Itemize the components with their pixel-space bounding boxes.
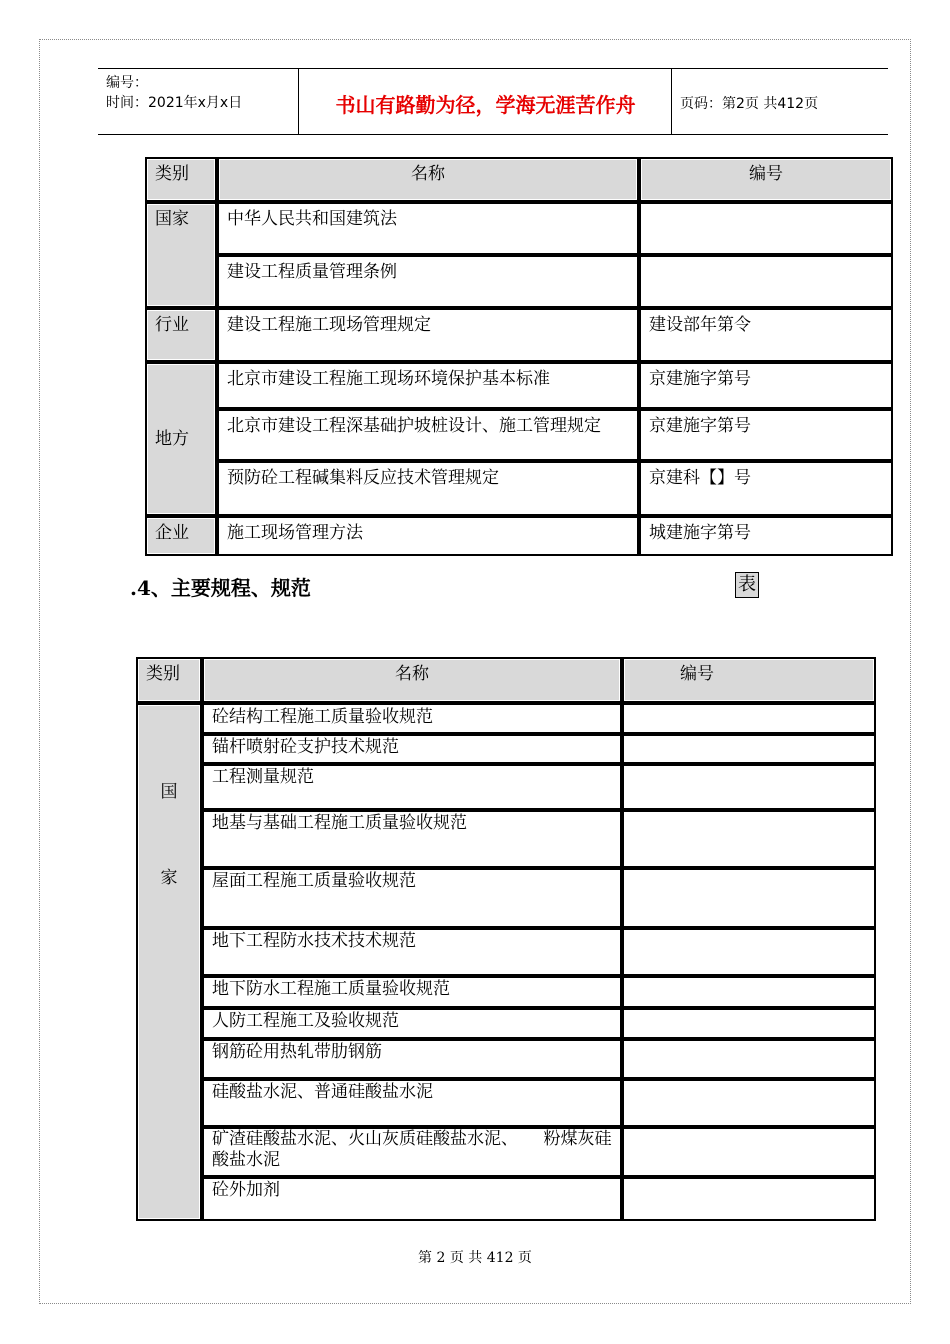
page-footer: 第 2 页 共 412 页 — [418, 1250, 532, 1266]
header-page-info: 页码：第2页 共412页 — [680, 96, 819, 112]
header-name: 名称 — [202, 657, 622, 703]
name-cell: 硅酸盐水泥、普通硅酸盐水泥 — [202, 1079, 622, 1127]
code-label: 编号： — [106, 75, 148, 91]
code-cell: 京建科【】号 — [639, 461, 893, 516]
category-cell: 国家 — [145, 202, 217, 308]
name-cell: 预防砼工程碱集料反应技术管理规定 — [217, 461, 639, 516]
header-category: 类别 — [136, 657, 202, 703]
name-cell: 锚杆喷射砼支护技术规范 — [202, 734, 622, 764]
standards-table — [136, 657, 876, 1221]
name-cell: 矿渣硅酸盐水泥、火山灰质硅酸盐水泥、 粉煤灰硅酸盐水泥 — [202, 1127, 622, 1177]
code-cell — [622, 1177, 876, 1221]
code-cell — [622, 1079, 876, 1127]
name-cell: 工程测量规范 — [202, 764, 622, 810]
name-cell: 中华人民共和国建筑法 — [217, 202, 639, 255]
name-cell: 建设工程质量管理条例 — [217, 255, 639, 308]
code-cell — [622, 868, 876, 928]
code-cell — [622, 1008, 876, 1039]
time-label: 时间：2021年x月x日 — [106, 95, 243, 111]
page-header — [98, 68, 888, 135]
header-meta — [106, 73, 242, 113]
code-cell: 京建施字第号 — [639, 362, 893, 409]
code-cell — [622, 734, 876, 764]
header-motto: 书山有路勤为径，学海无涯苦作舟 — [335, 93, 636, 117]
header-name: 名称 — [217, 157, 639, 202]
code-cell: 京建施字第号 — [639, 409, 893, 461]
header-code: 编号 — [622, 657, 876, 703]
regulations-table — [145, 157, 893, 556]
code-cell — [622, 703, 876, 734]
name-cell: 建设工程施工现场管理规定 — [217, 308, 639, 362]
name-cell: 地下防水工程施工质量验收规范 — [202, 976, 622, 1008]
code-cell — [622, 1039, 876, 1079]
category-cell: 企业 — [145, 516, 217, 556]
name-cell: 砼结构工程施工质量验收规范 — [202, 703, 622, 734]
code-cell — [622, 1127, 876, 1177]
category-char: 家 — [160, 868, 178, 888]
table-tag: 表 — [735, 572, 759, 598]
name-cell: 北京市建设工程深基础护坡桩设计、施工管理规定 — [217, 409, 639, 461]
code-cell — [639, 202, 893, 255]
code-cell — [622, 810, 876, 868]
name-cell: 砼外加剂 — [202, 1177, 622, 1221]
name-cell: 钢筋砼用热轧带肋钢筋 — [202, 1039, 622, 1079]
header-code: 编号 — [639, 157, 893, 202]
category-cell: 地方 — [145, 362, 217, 516]
code-cell — [639, 255, 893, 308]
category-cell: 行业 — [145, 308, 217, 362]
section-title: .4、主要规程、规范 — [130, 576, 311, 600]
name-cell: 施工现场管理方法 — [217, 516, 639, 556]
code-cell — [622, 976, 876, 1008]
name-cell: 北京市建设工程施工现场环境保护基本标准 — [217, 362, 639, 409]
code-cell: 建设部年第令 — [639, 308, 893, 362]
code-cell — [622, 928, 876, 976]
category-char: 国 — [160, 782, 178, 802]
code-cell: 城建施字第号 — [639, 516, 893, 556]
header-divider — [671, 69, 672, 134]
code-cell — [622, 764, 876, 810]
category-cell — [136, 703, 202, 1221]
name-cell: 人防工程施工及验收规范 — [202, 1008, 622, 1039]
name-cell: 地下工程防水技术技术规范 — [202, 928, 622, 976]
name-cell: 屋面工程施工质量验收规范 — [202, 868, 622, 928]
name-cell: 地基与基础工程施工质量验收规范 — [202, 810, 622, 868]
header-category: 类别 — [145, 157, 217, 202]
